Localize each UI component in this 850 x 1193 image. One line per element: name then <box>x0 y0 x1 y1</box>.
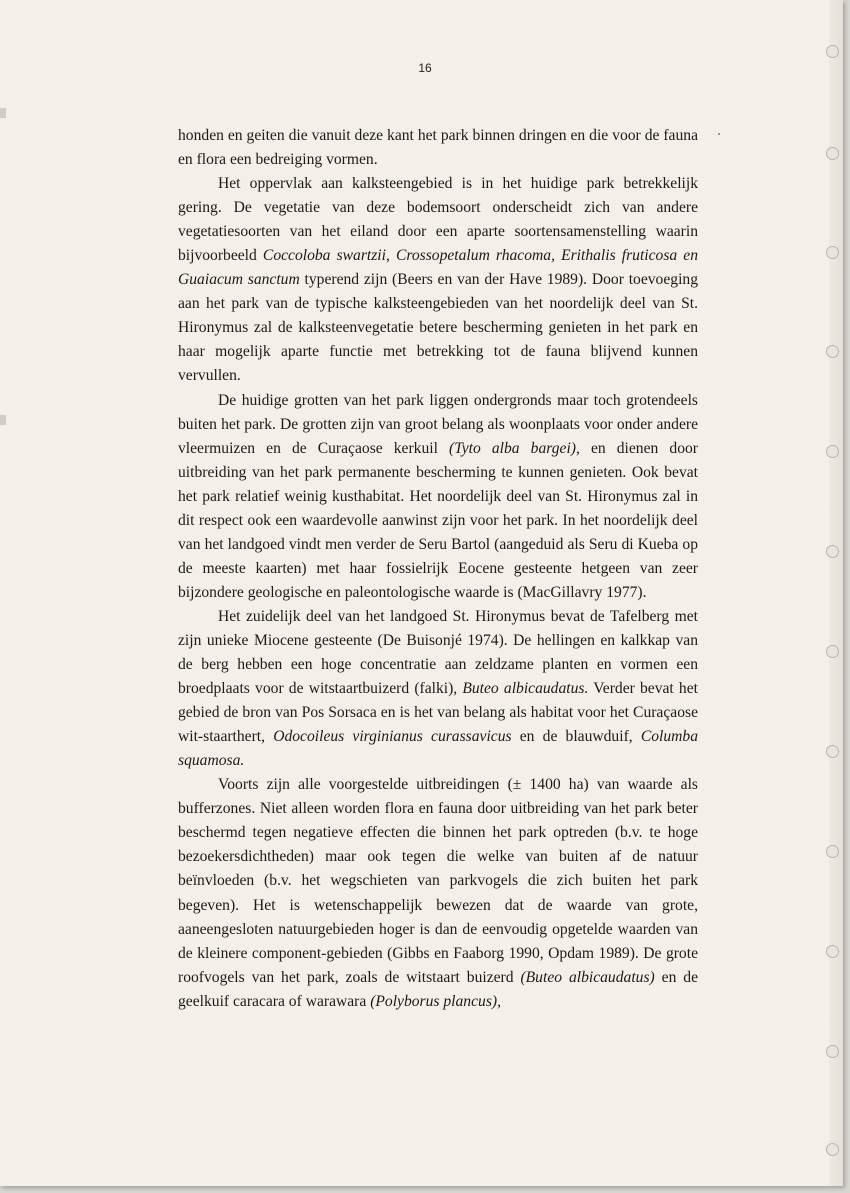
binder-hole <box>826 945 839 958</box>
binder-hole <box>826 845 839 858</box>
italic-text: Columba squamosa. <box>178 728 699 770</box>
binder-hole <box>826 645 839 658</box>
ink-dot <box>718 133 720 135</box>
italic-text: (Buteo albicaudatus) <box>520 968 655 986</box>
text-segment: Verder bevat het gebied de bron van Pos Sorsaca en is het van belang als habitat voor het Curaçaose wit-staarthert, <box>178 680 698 746</box>
binder-hole <box>826 345 839 358</box>
binder-hole <box>826 1143 839 1156</box>
italic-text: Odocoileus virginianus curassavicus <box>273 728 512 746</box>
binder-hole <box>826 246 839 259</box>
text-segment: Het zuidelijk deel van het landgoed St. Hironymus bevat de Tafelberg met zijn unieke Miocene gesteente (De Buisonjé 1974). De hellingen en kalkkap van de berg hebben een hoge concentratie aan zeldzame planten en vormen een broedplaats voor de witstaartbuizerd (falki), <box>178 607 698 698</box>
page-number: 16 <box>418 61 432 75</box>
text-segment: Het oppervlak aan kalksteengebied is in het huidige park betrekkelijk gering. De vegetatie van deze bodemsoort onderscheidt zich van andere vegetatiesoorten van het eiland door een aparte soortensamenstelling waarin bijvoorbeeld <box>178 175 698 265</box>
text-segment: typerend zijn (Beers en van der Have 1989). Door toevoeging aan het park van de typische kalksteengebieden van het noordelijk deel van St. Hironymus zal de kalksteenvegetatie betere bescherming genieten in het park en haar mogelijk aparte functie met betrekking tot de fauna blijvend kunnen vervullen. <box>178 271 698 385</box>
scan-mark <box>0 108 6 118</box>
binder-hole <box>826 545 839 558</box>
paragraph <box>178 605 698 773</box>
italic-text: (Tyto alba bargei) <box>449 439 576 457</box>
page-edge <box>829 0 843 1186</box>
text-segment: , en dienen door uitbreiding van het park permanente bescherming te kunnen genieten. Ook bevat het park relatief weinig kusthabitat. Het noordelijk deel van St. Hironymus zal in dit respect ook een waardevolle aanwinst zijn voor het park. In het noordelijk deel van het landgoed vindt men verder de Seru Bartol (aangeduid als Seru di Kueba op de meeste kaarten) met haar fossielrijk Eocene gesteente hetgeen van zeer bijzondere geologische en paleontologische waarde is (MacGillavry 1977). <box>178 439 698 601</box>
body-text <box>178 124 698 1014</box>
italic-text: (Polyborus plancus), <box>370 992 501 1010</box>
binder-hole <box>826 745 839 758</box>
text-segment: De huidige grotten van het park liggen ondergronds maar toch grotendeels buiten het park. De grotten zijn van groot belang als woonplaats voor onder andere vleermuizen en de Curaçaose kerkuil <box>178 391 698 457</box>
binder-hole <box>826 445 839 458</box>
text-segment: en de geelkuif caracara of warawara <box>178 968 699 1010</box>
text-segment: honden en geiten die vanuit deze kant het park binnen dringen en die voor de fauna en flora een bedreiging vormen. <box>178 127 698 169</box>
binder-hole <box>826 45 839 58</box>
scan-mark <box>0 415 6 425</box>
paragraph <box>178 773 698 1013</box>
text-segment: Voorts zijn alle voorgestelde uitbreidingen (± 1400 ha) van waarde als bufferzones. Niet alleen worden flora en fauna door uitbreiding van het park beter beschermd tegen negatieve effecten die binnen het park optreden (b.v. te hoge bezoekersdichtheden) maar ook tegen die welke van buiten af de natuur beïnvloeden (b.v. het wegschieten van parkvogels die zich buiten het park begeven). Het is wetenschappelijk bewezen dat de waarde van grote, aaneengesloten natuurgebieden hoger is dan de eenvoudig opgetelde waarden van de kleinere component-gebieden (Gibbs en Faaborg 1990, Opdam 1989). De grote roofvogels van het park, zoals de witstaart buizerd <box>178 776 698 986</box>
binder-hole <box>826 1045 839 1058</box>
italic-text: Buteo albicaudatus. <box>462 680 589 698</box>
paragraph <box>178 389 698 605</box>
paragraph <box>178 124 698 172</box>
text-segment: en de blauwduif, <box>511 728 641 746</box>
paragraph <box>178 172 698 388</box>
binder-hole <box>826 147 839 160</box>
italic-text: Coccoloba swartzii, Crossopetalum rhacoma, Erithalis fruticosa en Guaiacum sanctum <box>178 247 699 289</box>
